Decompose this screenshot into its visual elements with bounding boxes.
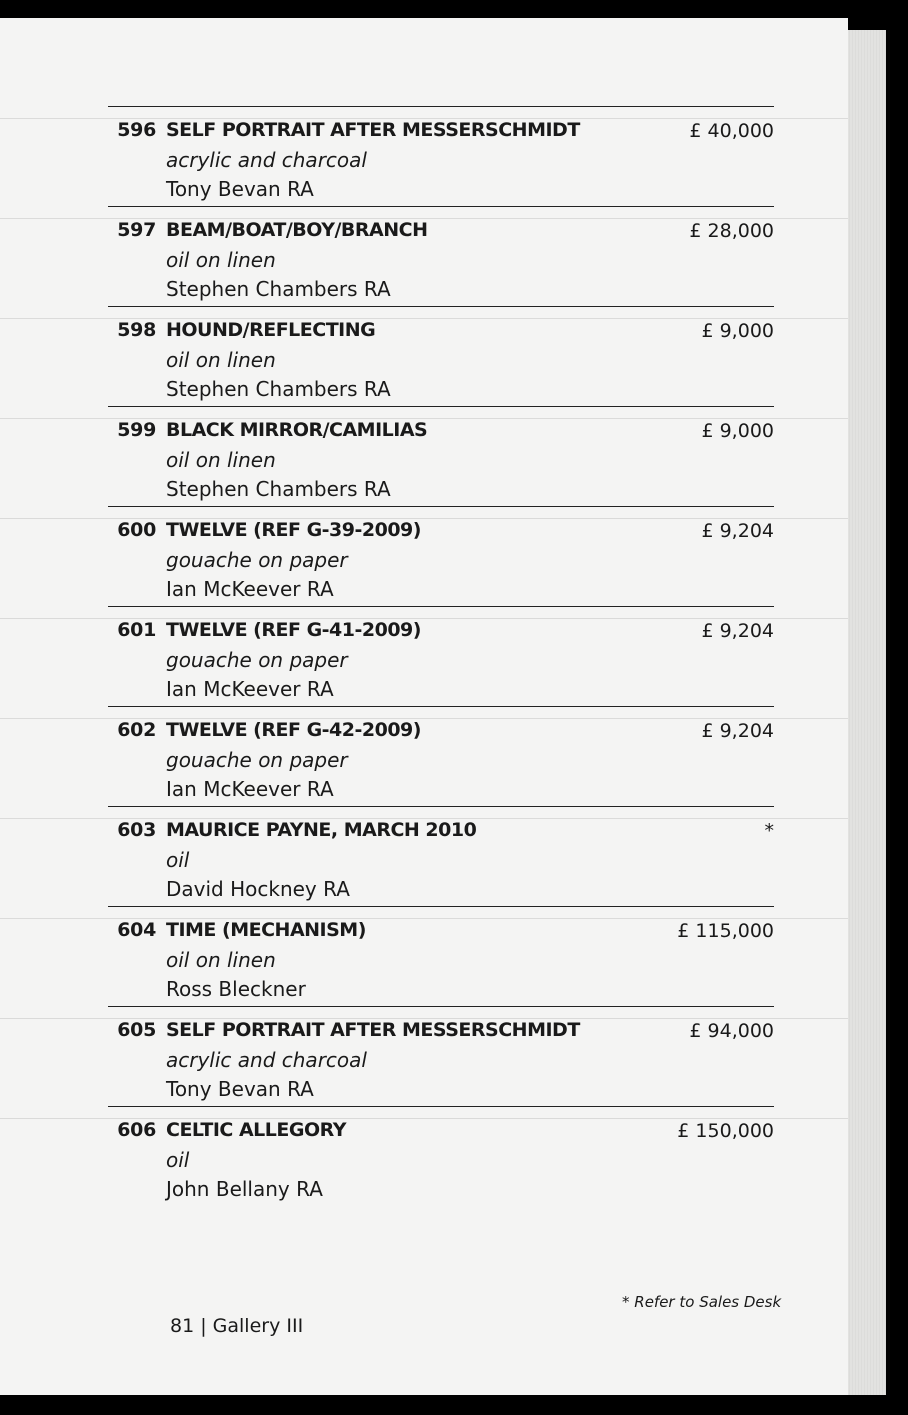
catalogue-entry [108, 906, 774, 1006]
catalogue-page [0, 18, 848, 1395]
entry-price: £ 9,204 [701, 520, 774, 542]
entry-medium: oil on linen [166, 948, 276, 972]
entry-title: BLACK MIRROR/CAMILIAS [166, 419, 428, 441]
catalogue-entry [108, 806, 774, 906]
entry-medium: oil [166, 848, 190, 872]
catalogue-entry [108, 706, 774, 806]
entry-title: TWELVE (REF G-42-2009) [166, 719, 421, 741]
entry-artist: Stephen Chambers RA [166, 477, 391, 501]
entry-price: £ 150,000 [677, 1120, 774, 1142]
entry-title: MAURICE PAYNE, MARCH 2010 [166, 819, 477, 841]
entry-number: 596 [117, 119, 156, 141]
entry-number: 606 [117, 1119, 156, 1141]
entry-artist: Ross Bleckner [166, 977, 306, 1001]
entry-artist: Stephen Chambers RA [166, 277, 391, 301]
catalogue-entry [108, 606, 774, 706]
entry-title: BEAM/BOAT/BOY/BRANCH [166, 219, 428, 241]
entry-price: £ 9,204 [701, 620, 774, 642]
catalogue-entry [108, 106, 774, 206]
entry-title: TWELVE (REF G-41-2009) [166, 619, 421, 641]
entry-number: 598 [117, 319, 156, 341]
entry-medium: oil on linen [166, 448, 276, 472]
entry-medium: oil on linen [166, 248, 276, 272]
entry-price: £ 40,000 [689, 120, 774, 142]
entry-medium: oil on linen [166, 348, 276, 372]
entry-price: £ 94,000 [689, 1020, 774, 1042]
catalogue-entry [108, 506, 774, 606]
entry-artist: Tony Bevan RA [166, 1077, 314, 1101]
entry-number: 600 [117, 519, 156, 541]
catalogue-entry [108, 206, 774, 306]
page-edge [848, 30, 886, 1395]
entry-title: SELF PORTRAIT AFTER MESSERSCHMIDT [166, 1019, 580, 1041]
entry-number: 599 [117, 419, 156, 441]
entry-price: * [764, 820, 774, 842]
entry-medium: gouache on paper [166, 548, 348, 572]
entry-price: £ 9,204 [701, 720, 774, 742]
entry-price: £ 28,000 [689, 220, 774, 242]
entry-number: 597 [117, 219, 156, 241]
entry-title: TIME (MECHANISM) [166, 919, 366, 941]
catalogue-entry [108, 406, 774, 506]
entry-medium: gouache on paper [166, 648, 348, 672]
entry-list [108, 106, 774, 1206]
entry-artist: John Bellany RA [166, 1177, 323, 1201]
entry-artist: Tony Bevan RA [166, 177, 314, 201]
entry-number: 604 [117, 919, 156, 941]
entry-medium: gouache on paper [166, 748, 348, 772]
entry-title: CELTIC ALLEGORY [166, 1119, 346, 1141]
entry-title: TWELVE (REF G-39-2009) [166, 519, 421, 541]
entry-number: 603 [117, 819, 156, 841]
catalogue-entry [108, 1106, 774, 1206]
entry-artist: Ian McKeever RA [166, 777, 334, 801]
page-folio: 81 | Gallery III [170, 1315, 304, 1337]
entry-title: HOUND/REFLECTING [166, 319, 376, 341]
entry-number: 605 [117, 1019, 156, 1041]
entry-artist: Ian McKeever RA [166, 577, 334, 601]
entry-price: £ 9,000 [701, 320, 774, 342]
entry-price: £ 115,000 [677, 920, 774, 942]
catalogue-entry [108, 1006, 774, 1106]
entry-artist: David Hockney RA [166, 877, 350, 901]
entry-price: £ 9,000 [701, 420, 774, 442]
entry-medium: acrylic and charcoal [166, 148, 367, 172]
catalogue-entry [108, 306, 774, 406]
entry-artist: Ian McKeever RA [166, 677, 334, 701]
entry-artist: Stephen Chambers RA [166, 377, 391, 401]
entry-medium: oil [166, 1148, 190, 1172]
entry-number: 601 [117, 619, 156, 641]
footnote: * Refer to Sales Desk [622, 1293, 782, 1311]
entry-number: 602 [117, 719, 156, 741]
entry-title: SELF PORTRAIT AFTER MESSERSCHMIDT [166, 119, 580, 141]
entry-medium: acrylic and charcoal [166, 1048, 367, 1072]
